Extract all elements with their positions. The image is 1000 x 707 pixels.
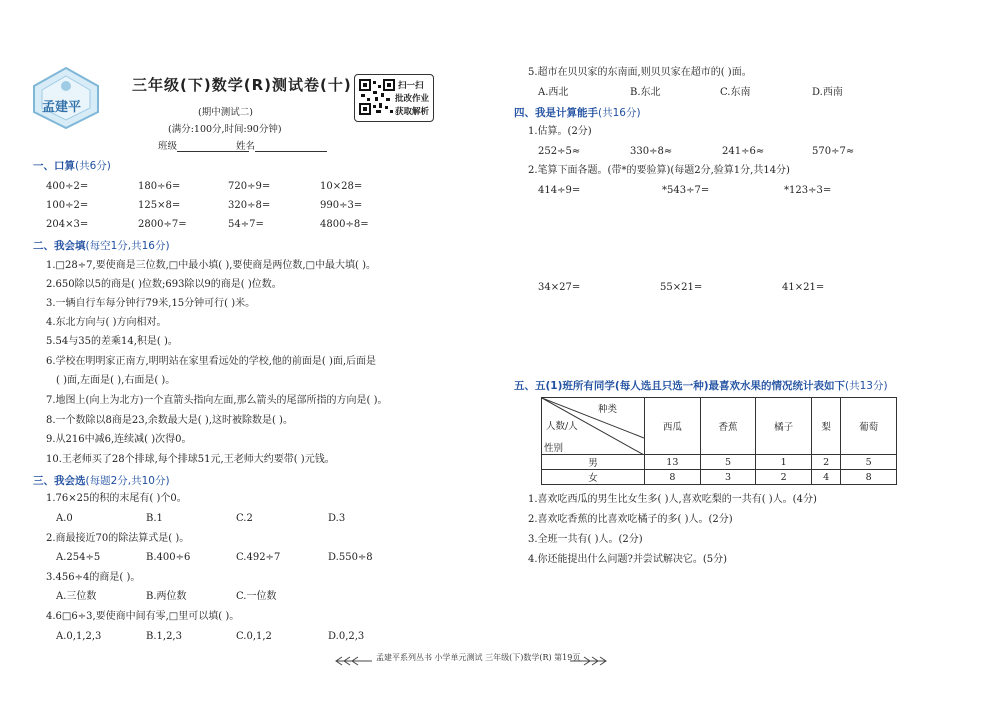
written-calc-heading: 2.笔算下面各题。(带*的要验算)(每题2分,验算1分,共14分) [528,165,790,176]
fill-question-4: 4.东北方向与( )方向相对。 [46,317,167,328]
table-question-4: 4.你还能提出什么问题?并尝试解决它。(5分) [528,554,728,565]
table-cell: 8 [645,470,701,485]
fill-question-9: 9.从216中减6,连续减( )次得0。 [46,434,192,445]
table-cell: 1 [756,455,812,470]
brand-logo [30,66,102,130]
table-corner-cell [542,398,645,455]
table-question-3: 3.全班一共有( )人。(2分) [528,534,643,545]
written-calc-item: 34×27= [538,282,581,293]
qr-label-3: 获取解析 [395,107,430,117]
choice-question-4: 4.6□6÷3,要使商中间有零,□里可以填( )。 [46,611,240,622]
table-cell: 2 [756,470,812,485]
choice-option[interactable]: C.一位数 [236,591,277,602]
choice-option[interactable]: A.西北 [538,87,569,98]
written-calc-item: 41×21= [782,282,825,293]
fill-question-1: 1.□28÷7,要使商是三位数,□中最小填( ),要使商是两位数,□中最大填( )。 [46,260,377,271]
oral-item: 54÷7= [228,219,264,230]
fill-question-6-cont: ( )面,左面是( ),右面是( )。 [56,375,176,386]
choice-option[interactable]: B.400÷6 [146,552,191,563]
choice-question-1: 1.76×25的积的末尾有( )个0。 [46,493,187,504]
choice-question-2: 2.商最接近70的除法算式是( )。 [46,533,190,544]
oral-item: 125×8= [138,200,181,211]
section-5-note: (共13分) [845,380,888,392]
exam-info: (满分:100分,时间:90分钟) [168,124,282,135]
footer-ornament-left [332,651,372,670]
oral-item: 100÷2= [46,200,89,211]
written-calc-item: 414÷9= [538,185,581,196]
choice-option[interactable]: D.西南 [812,87,843,98]
fill-question-6: 6.学校在明明家正南方,明明站在家里看远处的学校,他的前面是( )面,后面是 [46,356,377,367]
oral-item: 180÷6= [138,181,181,192]
choice-option[interactable]: D.550÷8 [328,552,373,563]
written-calc-item: *543÷7= [662,185,710,196]
written-calc-item: 55×21= [660,282,703,293]
fruit-stats-table [541,397,897,485]
name-blank[interactable] [255,141,327,152]
estimate-item: 570÷7≈ [812,146,855,157]
choice-question-3: 3.456÷4的商是( )。 [46,572,141,583]
oral-item: 400÷2= [46,181,89,192]
table-cell: 8 [841,470,897,485]
section-1-heading [33,158,111,173]
table-header-cell: 梨 [812,398,841,455]
choice-option[interactable]: D.3 [328,513,346,524]
qr-code-icon [359,79,395,115]
fill-question-2: 2.650除以5的商是( )位数;693除以9的商是( )位数。 [46,279,282,290]
class-label: 班级 [158,141,178,152]
section-4-heading [514,105,641,120]
table-cell: 5 [841,455,897,470]
footer-ornament-right [570,651,610,670]
fill-question-3: 3.一辆自行车每分钟行79米,15分钟可行( )米。 [46,298,256,309]
section-4-note: (共16分) [598,107,641,119]
choice-option[interactable]: D.0,2,3 [328,631,365,642]
section-2-heading [33,238,170,253]
table-question-1: 1.喜欢吃西瓜的男生比女生多( )人,喜欢吃梨的一共有( )人。(4分) [528,494,817,505]
oral-item: 204×3= [46,219,89,230]
row-label: 女 [542,470,645,485]
estimate-item: 330÷8≈ [630,146,673,157]
table-row [542,470,897,485]
choice-option[interactable]: C.492÷7 [236,552,281,563]
estimate-item: 241÷6≈ [722,146,765,157]
oral-item: 2800÷7= [138,219,187,230]
table-row [542,455,897,470]
choice-option[interactable]: B.1,2,3 [146,631,182,642]
table-header-cell: 香蕉 [700,398,756,455]
section-1-title: 一、口算 [33,160,75,172]
oral-item: 720÷9= [228,181,271,192]
fill-question-10: 10.王老师买了28个排球,每个排球51元,王老师大约要带( )元钱。 [46,454,335,465]
choice-option[interactable]: B.1 [146,513,163,524]
section-3-title: 三、我会选 [33,475,86,487]
qr-box[interactable] [354,74,434,122]
table-cell: 2 [812,455,841,470]
fill-question-5: 5.54与35的差乘14,积是( )。 [46,336,178,347]
section-1-note: (共6分) [75,160,111,172]
table-cell: 3 [700,470,756,485]
oral-item: 10×28= [320,181,363,192]
section-4-title: 四、我是计算能手 [514,107,598,119]
page-footer: 孟建平系列丛书 小学单元测试 三年级(下)数学(R) 第19页 [376,653,581,662]
corner-count: 人数/人 [546,421,578,432]
corner-kind: 种类 [598,404,618,415]
section-3-note: (每题2分,共10分) [85,475,170,487]
oral-item: 4800÷8= [320,219,369,230]
estimate-heading: 1.估算。(2分) [528,126,592,137]
choice-option[interactable]: A.0 [56,513,73,524]
choice-option[interactable]: A.三位数 [56,591,97,602]
row-label: 男 [542,455,645,470]
qr-label-1: 扫一扫 [398,81,424,91]
section-2-note: (每空1分,共16分) [85,240,170,252]
qr-label-2: 批改作业 [395,94,430,104]
choice-option[interactable]: B.两位数 [146,591,187,602]
fill-question-8: 8.一个数除以8商是23,余数最大是( ),这时被除数是( )。 [46,415,293,426]
table-header-cell: 葡萄 [841,398,897,455]
fill-question-7: 7.地图上(向上为北方)一个直箭头指向左面,那么箭头的尾部所指的方向是( )。 [46,395,388,406]
oral-item: 990÷3= [320,200,363,211]
table-header-cell: 橘子 [756,398,812,455]
logo-text: 孟建平 [42,100,82,115]
table-cell: 13 [645,455,701,470]
name-field [236,138,327,152]
table-question-2: 2.喜欢吃香蕉的比喜欢吃橘子的多( )人。(2分) [528,514,733,525]
section-5-heading [514,378,888,393]
corner-gender: 性别 [544,443,564,454]
section-2-title: 二、我会填 [33,240,86,252]
written-calc-item: *123÷3= [784,185,832,196]
choice-option[interactable]: C.0,1,2 [236,631,272,642]
table-header-cell: 西瓜 [645,398,701,455]
choice-option[interactable]: C.东南 [720,87,751,98]
page-title: 三年级(下)数学(R)测试卷(十) [132,76,352,94]
table-cell: 4 [812,470,841,485]
oral-item: 320÷8= [228,200,271,211]
choice-option[interactable]: A.254÷5 [56,552,101,563]
name-label: 姓名 [236,141,256,152]
section-5-title: 五、五(1)班所有同学(每人选且只选一种)最喜欢水果的情况统计表如下 [514,380,845,392]
section-3-heading [33,473,170,488]
choice-option[interactable]: C.2 [236,513,253,524]
estimate-item: 252÷5≈ [538,146,581,157]
choice-option[interactable]: A.0,1,2,3 [56,631,102,642]
choice-question-5: 5.超市在贝贝家的东南面,则贝贝家在超市的( )面。 [528,67,752,78]
table-cell: 5 [700,455,756,470]
choice-option[interactable]: B.东北 [630,87,661,98]
page-subtitle: (期中测试二) [198,107,253,118]
